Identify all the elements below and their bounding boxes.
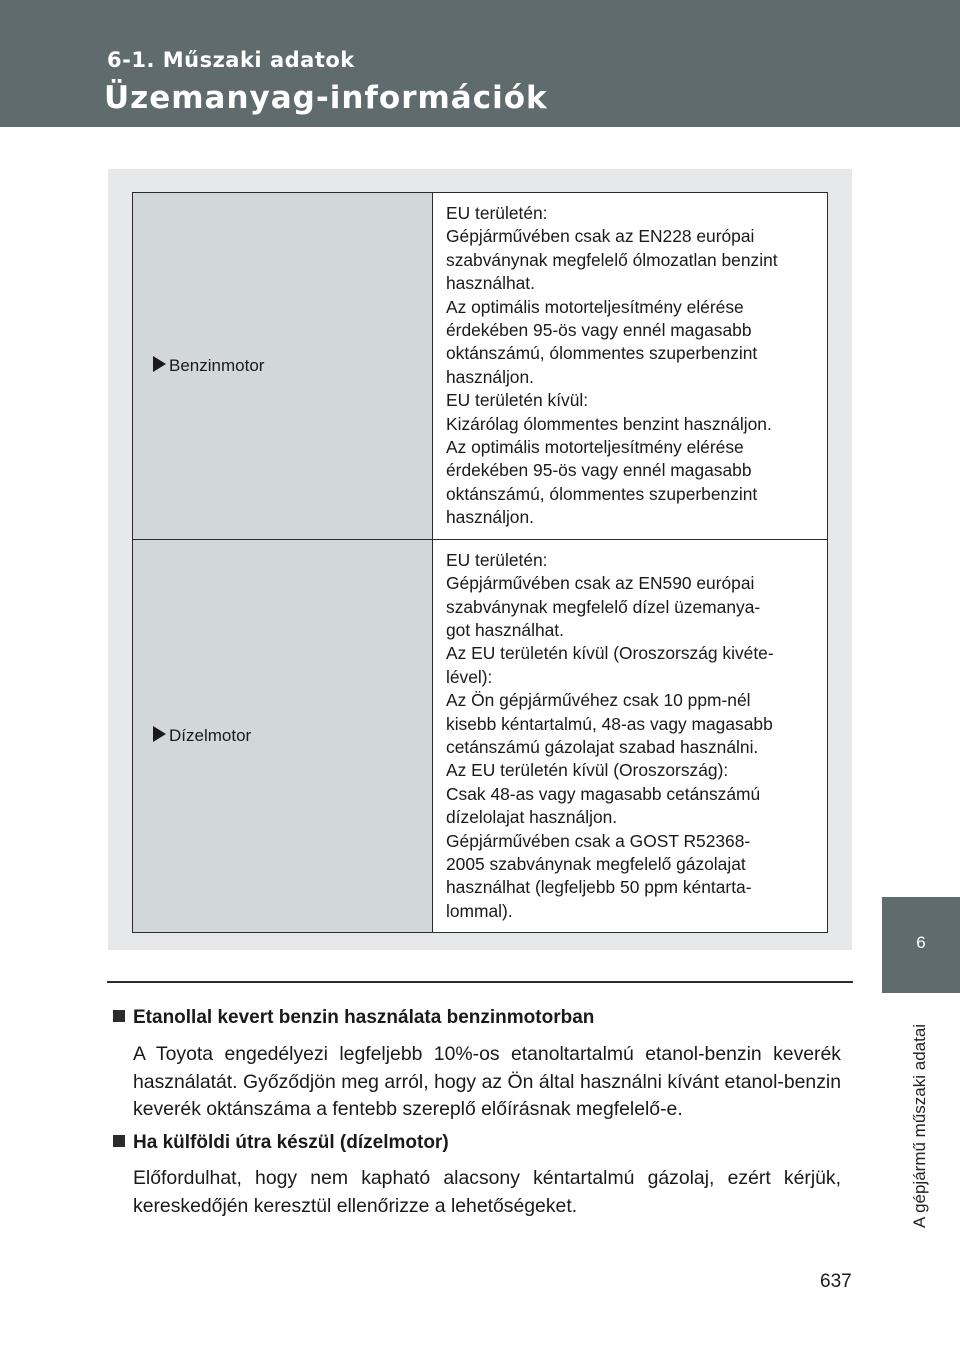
requirement-line: lommal). xyxy=(446,900,513,921)
requirement-line: lével): xyxy=(446,666,493,687)
triangle-bullet-icon xyxy=(153,726,166,742)
requirement-line: Kizárólag ólommentes benzint használjon. xyxy=(446,413,772,434)
requirement-line: szabványnak megfelelő ólmozatlan benzint xyxy=(446,249,778,270)
triangle-bullet-icon xyxy=(153,356,166,372)
requirement-line: használhat. xyxy=(446,273,535,294)
requirement-line: EU területén: xyxy=(446,203,548,223)
requirement-line: Az optimális motorteljesítmény elérése xyxy=(446,296,744,317)
requirement-line: érdekében 95-ös vagy ennél magasabb xyxy=(446,460,752,481)
requirement-line: cetánszámú gázolajat szabad használni. xyxy=(446,736,759,757)
fuel-requirements-cell xyxy=(433,539,828,933)
note-heading xyxy=(113,1132,449,1154)
requirement-line: EU területén kívül: xyxy=(446,390,589,411)
note-heading-text: Ha külföldi útra készül (dízelmotor) xyxy=(133,1132,449,1153)
fuel-type-label: Benzinmotor xyxy=(169,355,265,375)
requirement-line: dízelolajat használjon. xyxy=(446,807,618,828)
note-paragraph: A Toyota engedélyezi legfeljebb 10%-os etanoltartalmú etanol-benzin keverék használatát. Győződjön meg arról, hogy az Ön által használni kívánt etanol-benzin keverék oktánszáma a fentebb szereplő előírásnak megfelelő-e. xyxy=(133,1043,841,1120)
fuel-row-diesel xyxy=(133,539,828,933)
page-number: 637 xyxy=(820,1271,852,1292)
square-bullet-icon xyxy=(113,1135,125,1147)
requirement-line: got használhat. xyxy=(446,619,564,640)
requirement-line: használjon. xyxy=(446,366,534,387)
requirement-line: EU területén: xyxy=(446,549,548,570)
note-heading xyxy=(113,1007,594,1029)
requirement-line: 2005 szabványnak megfelelő gázolajat xyxy=(446,853,746,874)
fuel-type-cell xyxy=(133,193,433,540)
requirement-line: Gépjárművében csak az EN590 európai xyxy=(446,573,755,594)
requirement-line: Az EU területén kívül (Oroszország kivéte- xyxy=(446,643,774,664)
requirement-line: oktánszámú, ólommentes szuperbenzint xyxy=(446,343,758,364)
chapter-title-vertical xyxy=(905,1003,935,1248)
requirement-line: Gépjárművében csak az EN228 európai xyxy=(446,226,755,247)
square-bullet-icon xyxy=(113,1010,125,1022)
section-divider xyxy=(107,981,853,983)
chapter-tab xyxy=(882,897,960,993)
fuel-row-petrol xyxy=(133,193,828,540)
requirement-line: Az Ön gépjárművéhez csak 10 ppm-nél xyxy=(446,690,751,711)
requirement-line: Az EU területén kívül (Oroszország): xyxy=(446,760,729,781)
note-paragraph: Előfordulhat, hogy nem kapható alacsony kéntartalmú gázolaj, ezért kérjük, kereskedőjén keresztül ellenőrizze a lehetőségeket. xyxy=(133,1167,841,1217)
requirement-line: szabványnak megfelelő dízel üzemanya- xyxy=(446,596,761,617)
requirement-line: Gépjárművében csak a GOST R52368- xyxy=(446,830,751,851)
requirement-line: oktánszámú, ólommentes szuperbenzint xyxy=(446,483,758,504)
fuel-type-cell xyxy=(133,539,433,933)
note-heading-text: Etanollal kevert benzin használata benzinmotorban xyxy=(133,1007,595,1028)
page-header xyxy=(0,0,960,127)
fuel-type-label: Dízelmotor xyxy=(169,725,252,745)
requirement-line: használhat (legfeljebb 50 ppm kéntarta- xyxy=(446,877,752,898)
page-title: Üzemanyag-információk xyxy=(104,80,548,116)
chapter-number: 6 xyxy=(916,933,926,952)
requirement-line: használjon. xyxy=(446,507,534,528)
requirement-line: kisebb kéntartalmú, 48-as vagy magasabb xyxy=(446,713,773,734)
fuel-requirements-cell xyxy=(433,193,828,540)
requirement-line: Az optimális motorteljesítmény elérése xyxy=(446,437,744,458)
requirement-line: Csak 48-as vagy magasabb cetánszámú xyxy=(446,783,761,804)
requirement-line: érdekében 95-ös vagy ennél magasabb xyxy=(446,320,752,341)
fuel-table xyxy=(132,192,828,933)
section-label: 6-1. Műszaki adatok xyxy=(107,48,355,72)
chapter-title: A gépjármű műszaki adatai xyxy=(910,1023,929,1228)
